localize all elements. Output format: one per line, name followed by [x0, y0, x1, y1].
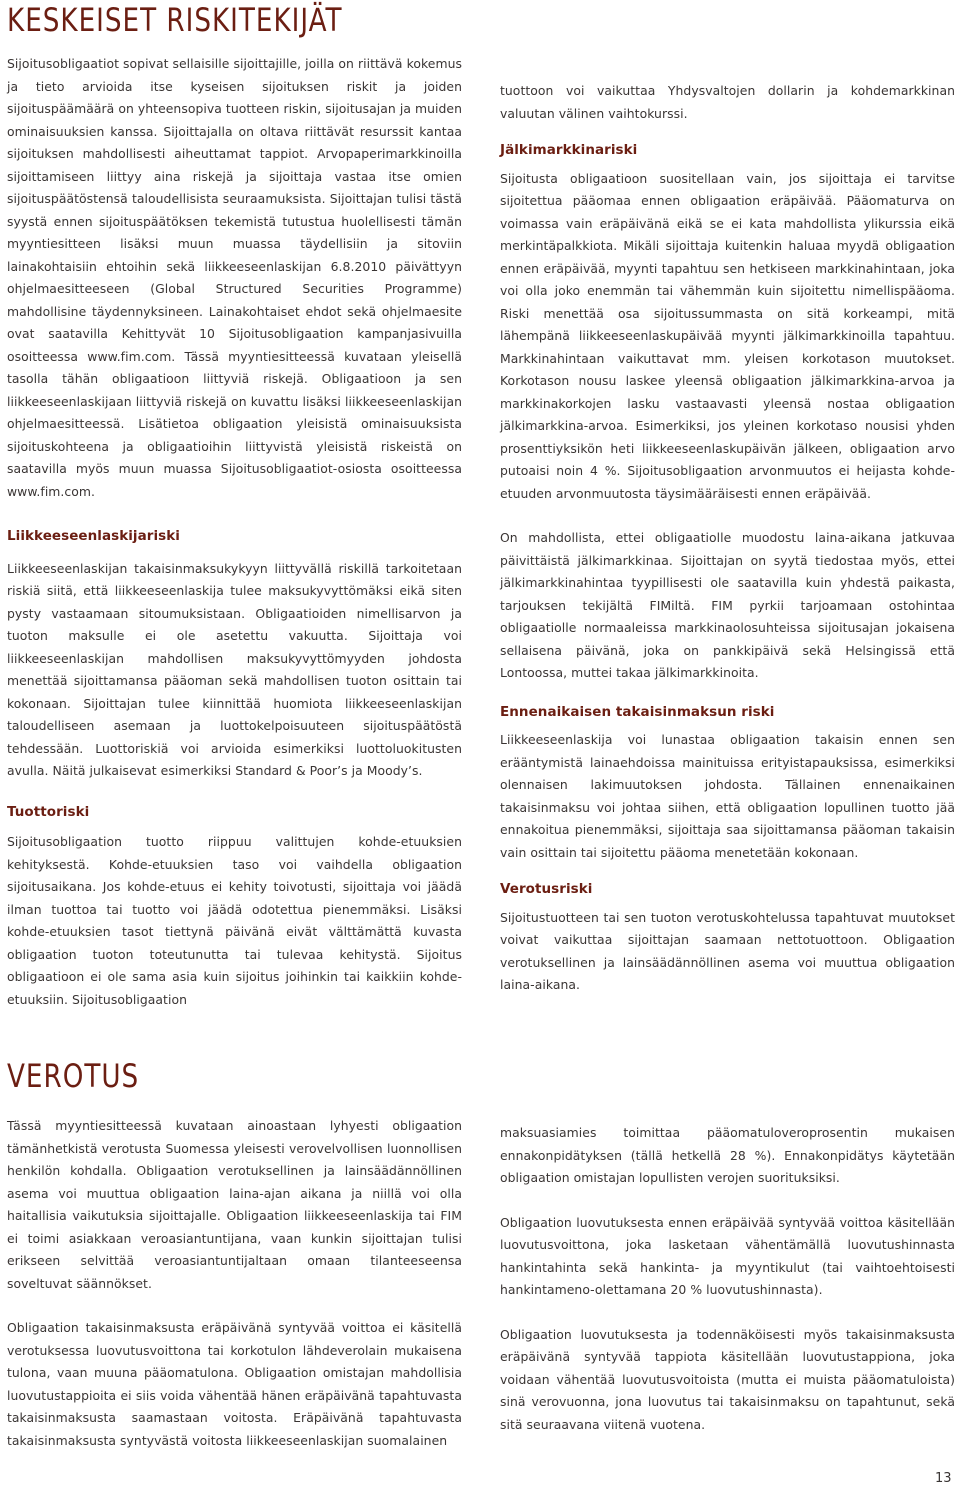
- paragraph-issuer-risk: Liikkeeseenlaskijan takaisinmaksukykyyn liittyvällä riskillä tarkoitetaan riskiä siitä, että liikkeeseenlaskija tulee maksukyvyttömäksi eikä siten pysty vastaamaan sitoumuksistaan. Obligaatioiden nimellisarvon ja tuoton maksulle ei ole asetettu vakuutta. Sijoittaja voi liikkeeseenlaskijan mahdollisen maksukyvyttömyyden johdosta menettää sijoittamansa pääoman sekä mahdollisen tuoton osittain tai kokonaan. Sijoittajan tulee kiinnittää huomiota liikkeeseenlaskijan taloudelliseen asemaan ja luottokelpoisuuteen sijoituspäätöstä tehdessään. Luottoriskiä voi arvioida esimerkiksi luottoluokitusten avulla. Näitä julkaisevat esimerkiksi Standard & Poor’s ja Moody’s.: [7, 560, 462, 778]
- paragraph-taxation-capital-gain: Obligaation luovutuksesta ennen eräpäivää syntyvää voittoa käsitellään luovutusvoittona, joka lasketaan vähentämällä luovutushinnasta hankintahinta sekä hankinta- ja myyntikulut (tai vaihtoehtoisesti hankintameno-olettamana 20 % luovutushinnasta).: [500, 1214, 955, 1297]
- subheading-secondary-market-risk: Jälkimarkkinariski: [500, 142, 638, 158]
- paragraph-taxation-redemption: Obligaation takaisinmaksusta eräpäivänä syntyvää voittoa ei käsitellä verotuksessa luovutusvoittona tai korkotulon lähdeverolain mukaisena tulona, vaan muuna pääomatulona. Obligaation omistajan mahdollisia luovutustappioita ei siis voida vähentää hänen eräpäivänä tapahtuvasta takaisinmaksusta saamastaan voitosta. Eräpäivänä tapahtuvasta takaisinmaksusta syntyvästä voitosta liikkeeseenlaskijan suomalainen: [7, 1320, 462, 1448]
- page-number: 13: [935, 1471, 952, 1486]
- subheading-issuer-risk: Liikkeeseenlaskijariski: [7, 528, 180, 544]
- paragraph-taxation-capital-loss: Obligaation luovutuksesta ja todennäköisesti myös takaisinmaksusta eräpäivänä syntyvää tappiota käsitellään luovutustappiona, joka voidaan vähentää luovutusvoitoista (mutta ei muista pääomatuloista) sinä verovuonna, jona luovutus tai takaisinmaksu on tapahtunut, sekä sitä seuraavana viitenä vuotena.: [500, 1326, 955, 1432]
- paragraph-early-redemption-risk: Liikkeeseenlaskija voi lunastaa obligaation takaisin ennen sen erääntymistä lainaehdoissa mainituissa erityistapauksissa, esimerkiksi olennaisen lakimuutoksen johdosta. Tällainen ennenaikainen takaisinmaksu voi johtaa siihen, että obligaation lopullinen tuotto jää ennakoitua pienemmäksi, sijoittaja saa sijoittamansa pääoman takaisin vain osittain tai sijoitettu pääoma menetetään kokonaan.: [500, 732, 955, 860]
- paragraph-taxation-withholding: maksuasiamies toimittaa pääomatuloveroprosentin mukaisen ennakonpidätyksen (tällä hetkellä 28 %). Ennakonpidätys käytetään obligaation omistajan lopullisten verojen suorituksiksi.: [500, 1125, 955, 1185]
- section-heading-taxation: VEROTUS: [7, 1057, 140, 1095]
- column-risks-right: [500, 80, 955, 997]
- paragraph-intro: Sijoitusobligaatiot sopivat sellaisille sijoittajille, joilla on riittävä kokemus ja tieto arvioida itse kyseisen sijoituksen riskit ja joiden sijoituspäämäärä on yhteensopiva tuotteen riskin, sijoitusajan ja muiden ominaisuuksien kanssa. Sijoittajalla on oltava riittävät resurssit kantaa sijoituksen mahdollisesti aiheuttamat tappiot. Arvopaperimarkkinoilla sijoittamiseen liittyy aina riskejä ja sijoittaja vastaa itse omien sijoituspäätöstensä taloudellisista seuraamuksista. Sijoittajan tulisi tästä syystä ennen sijoituspäätöksen tekemistä tutustua huolellisesti tämän myyntiesitteen lisäksi muun muassa täydellisiin ja sitoviin lainakohtaisiin ehtoihin sekä liikkeeseenlaskijan 6.8.2010 päivättyyn ohjelmaesitteeseen (Global Structured Securities Programme) mahdollisine täydennyksineen. Lainakohtaiset ehdot sekä ohjelmaesite ovat saatavilla Kehittyvät 10 Sijoitusobligaation kampanjasivuilla osoitteessa www.fim.com. Tässä myyntiesitteessä kuvataan yleisellä tasolla tähän obligaatioon liittyviä riskejä. Obligaatioon ja sen liikkeeseenlaskijaan liittyviä riskejä on kuvattu lisäksi liikkeeseenlaskijan ohjelmaesitteessä. Lisätietoa obligaation yleisistä ominaisuuksista sijoituskohteena ja obligaatioihin liittyvistä yleisistä riskeistä on saatavilla myös muun muassa Sijoitusobligaatiot-osiosta osoitteessa www.fim.com.: [7, 56, 462, 499]
- subheading-return-risk: Tuottoriski: [7, 803, 90, 820]
- subheading-early-redemption-risk: Ennenaikaisen takaisinmaksun riski: [500, 703, 775, 720]
- column-risks-left: [7, 53, 462, 1011]
- paragraph-return-continued: tuottoon voi vaikuttaa Yhdysvaltojen dollarin ja kohdemarkkinan valuutan välinen vaihtokurssi.: [500, 83, 955, 121]
- column-taxation-left: [7, 1115, 462, 1452]
- paragraph-tax-risk: Sijoitustuotteen tai sen tuoton verotuskohtelussa tapahtuvat muutokset voivat vaikuttaa sijoittajan saamaan nettotuottoon. Obligaation verotuksellinen ja lainsäädännöllinen asema voi muuttua obligaation laina-aikana.: [500, 909, 955, 992]
- section-heading-key-risks: KESKEISET RISKITEKIJÄT: [7, 1, 343, 39]
- paragraph-taxation-intro: Tässä myyntiesitteessä kuvataan ainoastaan lyhyesti obligaation tämänhetkistä verotusta Suomessa yleisesti verovelvollisen luonnollisen henkilön kohdalla. Obligaation verotuksellinen ja lainsäädännöllinen asema voi muuttua obligaation laina-ajan aikana ja niillä voi olla haitallisia vaikutuksia sijoittajalle. Obligaation liikkeeseenlaskija tai FIM ei toimi asiakkaan veroasiantuntijana, vaan kunkin sijoittajan tulisi erikseen selvittää veroasiantuntijaltaan omaan tilanteeseensa soveltuvat säännökset.: [7, 1118, 462, 1291]
- paragraph-return-risk: Sijoitusobligaation tuotto riippuu valittujen kohde-etuuksien kehityksestä. Kohde-etuuksien taso voi vaihdella obligaation sijoitusaikana. Jos kohde-etuus ei kehity toivotusti, sijoittaja voi jäädä ilman tuottoa tai tuotto voi jäädä odotettua pienemmäksi. Lisäksi kohde-etuuksien tasot tiettynä päivänä eivät välttämättä kuvasta obligaation tuoton toteutunutta tai tulevaa kehitystä. Sijoitus obligaatioon ei ole sama asia kuin sijoitus joihinkin tai kaikkiin kohde-etuuksiin. Sijoitusobligaation: [7, 834, 462, 1007]
- column-taxation-right: [500, 1122, 955, 1436]
- subheading-tax-risk: Verotusriski: [500, 881, 593, 897]
- paragraph-secondary-market-risk-2: On mahdollista, ettei obligaatiolle muodostu laina-aikana jatkuvaa päivittäistä jälkimarkkinaa. Sijoittajan on syytä tiedostaa myös, ettei jälkimarkkinahintaa tyypillisesti ole saatavilla kuin yhdestä paikasta, tarjouksen tekijältä FIMiltä. FIM pyrkii tarjoamaan ostohintaa obligaatiolle normaaleissa markkinaolosuhteissa sijoitusajan jokaisena sellaisena päivänä, joka on pankkipäivä sekä Helsingissä että Lontoossa, muttei takaa jälkimarkkinoita.: [500, 530, 955, 680]
- paragraph-secondary-market-risk: Sijoitusta obligaatioon suositellaan vain, jos sijoittaja ei tarvitse sijoitettua pääomaa ennen obligaation eräpäivää. Pääomaturva on voimassa vain eräpäivänä eikä se ei kata mahdollista ylikurssia eikä merkintäpalkkiota. Mikäli sijoittaja kuitenkin haluaa myydä obligaation ennen eräpäivää, myynti tapahtuu sen hetkiseen markkinahintaan, joka voi olla joko enemmän tai vähemmän kuin sijoitettu nimellispääoma. Riski menettää osa sijoitussummasta on sitä korkeampi, mitä lähempänä liikkeeseenlaskupäivää myynti jälkimarkkinoilla tapahtuu. Markkinahintaan vaikuttavat mm. yleisen korkotason muutokset. Korkotason nousu laskee yleensä obligaation jälkimarkkina-arvoa ja markkinakorkojen lasku vastaavasti yleensä nostaa obligaation jälkimarkkina-arvoa. Esimerkiksi, jos yleinen korkotaso nousisi yhden prosenttiyksikön heti liikkeeseenlaskupäivän jälkeen, obligaation arvo putoaisi noin 4 %. Sijoitusobligaation arvonmuutos ei heijasta kohde-etuuden arvonmuutosta täysimääräisesti ennen eräpäivää.: [500, 170, 955, 501]
